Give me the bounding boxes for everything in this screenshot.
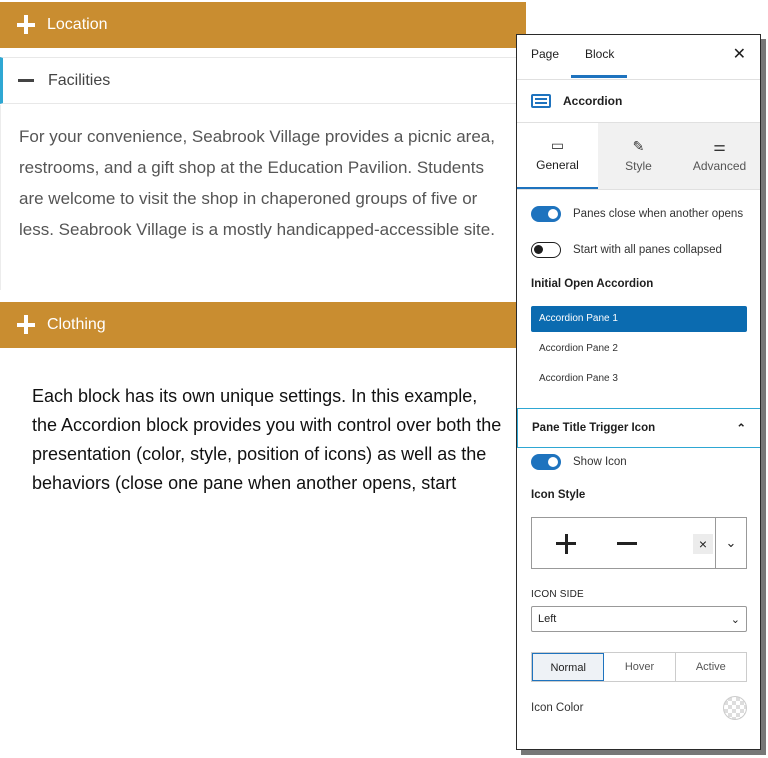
toggle-switch[interactable]: [531, 206, 561, 222]
initial-open-label: Initial Open Accordion: [531, 278, 654, 290]
block-name: Accordion: [563, 94, 623, 108]
brush-icon: ✎: [632, 138, 645, 154]
toggle-panes-close: [531, 204, 760, 224]
plus-icon: [556, 534, 576, 554]
select-value: Left: [538, 613, 557, 625]
close-icon[interactable]: ✕: [732, 46, 746, 63]
pane-option[interactable]: Accordion Pane 1: [531, 306, 747, 332]
toggle-show-icon: [531, 452, 760, 472]
plus-icon: [17, 315, 37, 335]
pane-option[interactable]: Accordion Pane 3: [539, 373, 618, 384]
chevron-up-icon: ⌃: [736, 423, 746, 435]
toggle-start-collapsed: [531, 240, 760, 260]
accordion-pane-location[interactable]: [0, 2, 526, 48]
toggle-switch[interactable]: [531, 454, 561, 470]
accordion-pane-facilities[interactable]: [0, 57, 526, 104]
tab-hover[interactable]: Hover: [604, 653, 675, 681]
icon-style-label: Icon Style: [531, 489, 586, 501]
toggle-label: Show Icon: [573, 456, 627, 468]
block-card: [517, 80, 760, 123]
caption-text: Each block has its own unique settings. In this example, the Accordion block provides you with control over both the presentation (color, style, position of icons) as well as the behaviors (close one pane when another opens, start: [32, 386, 502, 493]
tab-label: General: [536, 158, 579, 172]
chevron-down-icon: ⌄: [730, 613, 740, 626]
icon-side-label: ICON SIDE: [531, 589, 584, 600]
tab-block[interactable]: Block: [585, 47, 615, 61]
active-tab-indicator: [571, 75, 627, 78]
accordion-pane-clothing[interactable]: [0, 302, 526, 348]
settings-sub-tabs: [517, 123, 760, 190]
close-icon: ×: [693, 534, 713, 554]
pane-option[interactable]: Accordion Pane 2: [539, 343, 618, 354]
icon-side-select[interactable]: [531, 606, 747, 632]
toggle-label: Panes close when another opens: [573, 208, 744, 220]
toggle-switch[interactable]: [531, 242, 561, 258]
plus-icon: [17, 15, 37, 35]
section-title: Pane Title Trigger Icon: [532, 422, 656, 434]
icon-color-label: Icon Color: [531, 702, 584, 714]
sliders-icon: ⚌: [713, 138, 726, 154]
state-tabs: [531, 652, 747, 682]
accordion-pane-title: Clothing: [47, 316, 106, 333]
block-settings-panel: [516, 34, 761, 750]
accordion-pane-title: Location: [47, 16, 108, 33]
icon-color-row: [531, 696, 747, 720]
minus-icon: [617, 542, 637, 545]
accordion-pane-title: Facilities: [48, 71, 111, 89]
tab-normal[interactable]: Normal: [532, 653, 604, 681]
tab-label: Advanced: [692, 159, 747, 173]
tab-style[interactable]: [598, 123, 679, 189]
minus-icon: [18, 79, 34, 82]
tab-page[interactable]: Page: [531, 47, 560, 61]
calendar-icon: ▭: [550, 137, 565, 153]
color-swatch[interactable]: [723, 696, 747, 720]
accordion-block-icon: [531, 94, 551, 108]
accordion-pane-content: For your convenience, Seabrook Village provides a picnic area, restrooms, and a gift shop at the Education Pavilion. Students are welcome to visit the shop in chaperoned groups of five or less. Seabrook Village is a mostly handicapped-accessible site.: [0, 105, 526, 290]
panel-tabs: [517, 35, 760, 80]
tab-active[interactable]: Active: [695, 661, 726, 673]
tab-advanced[interactable]: [679, 123, 760, 189]
toggle-label: Start with all panes collapsed: [573, 244, 722, 256]
chevron-down-icon[interactable]: ⌄: [715, 518, 746, 568]
icon-style-picker[interactable]: [531, 517, 747, 569]
tab-general[interactable]: [517, 123, 598, 189]
trigger-icon-section-header[interactable]: [517, 408, 760, 448]
tab-label: Style: [625, 159, 652, 173]
